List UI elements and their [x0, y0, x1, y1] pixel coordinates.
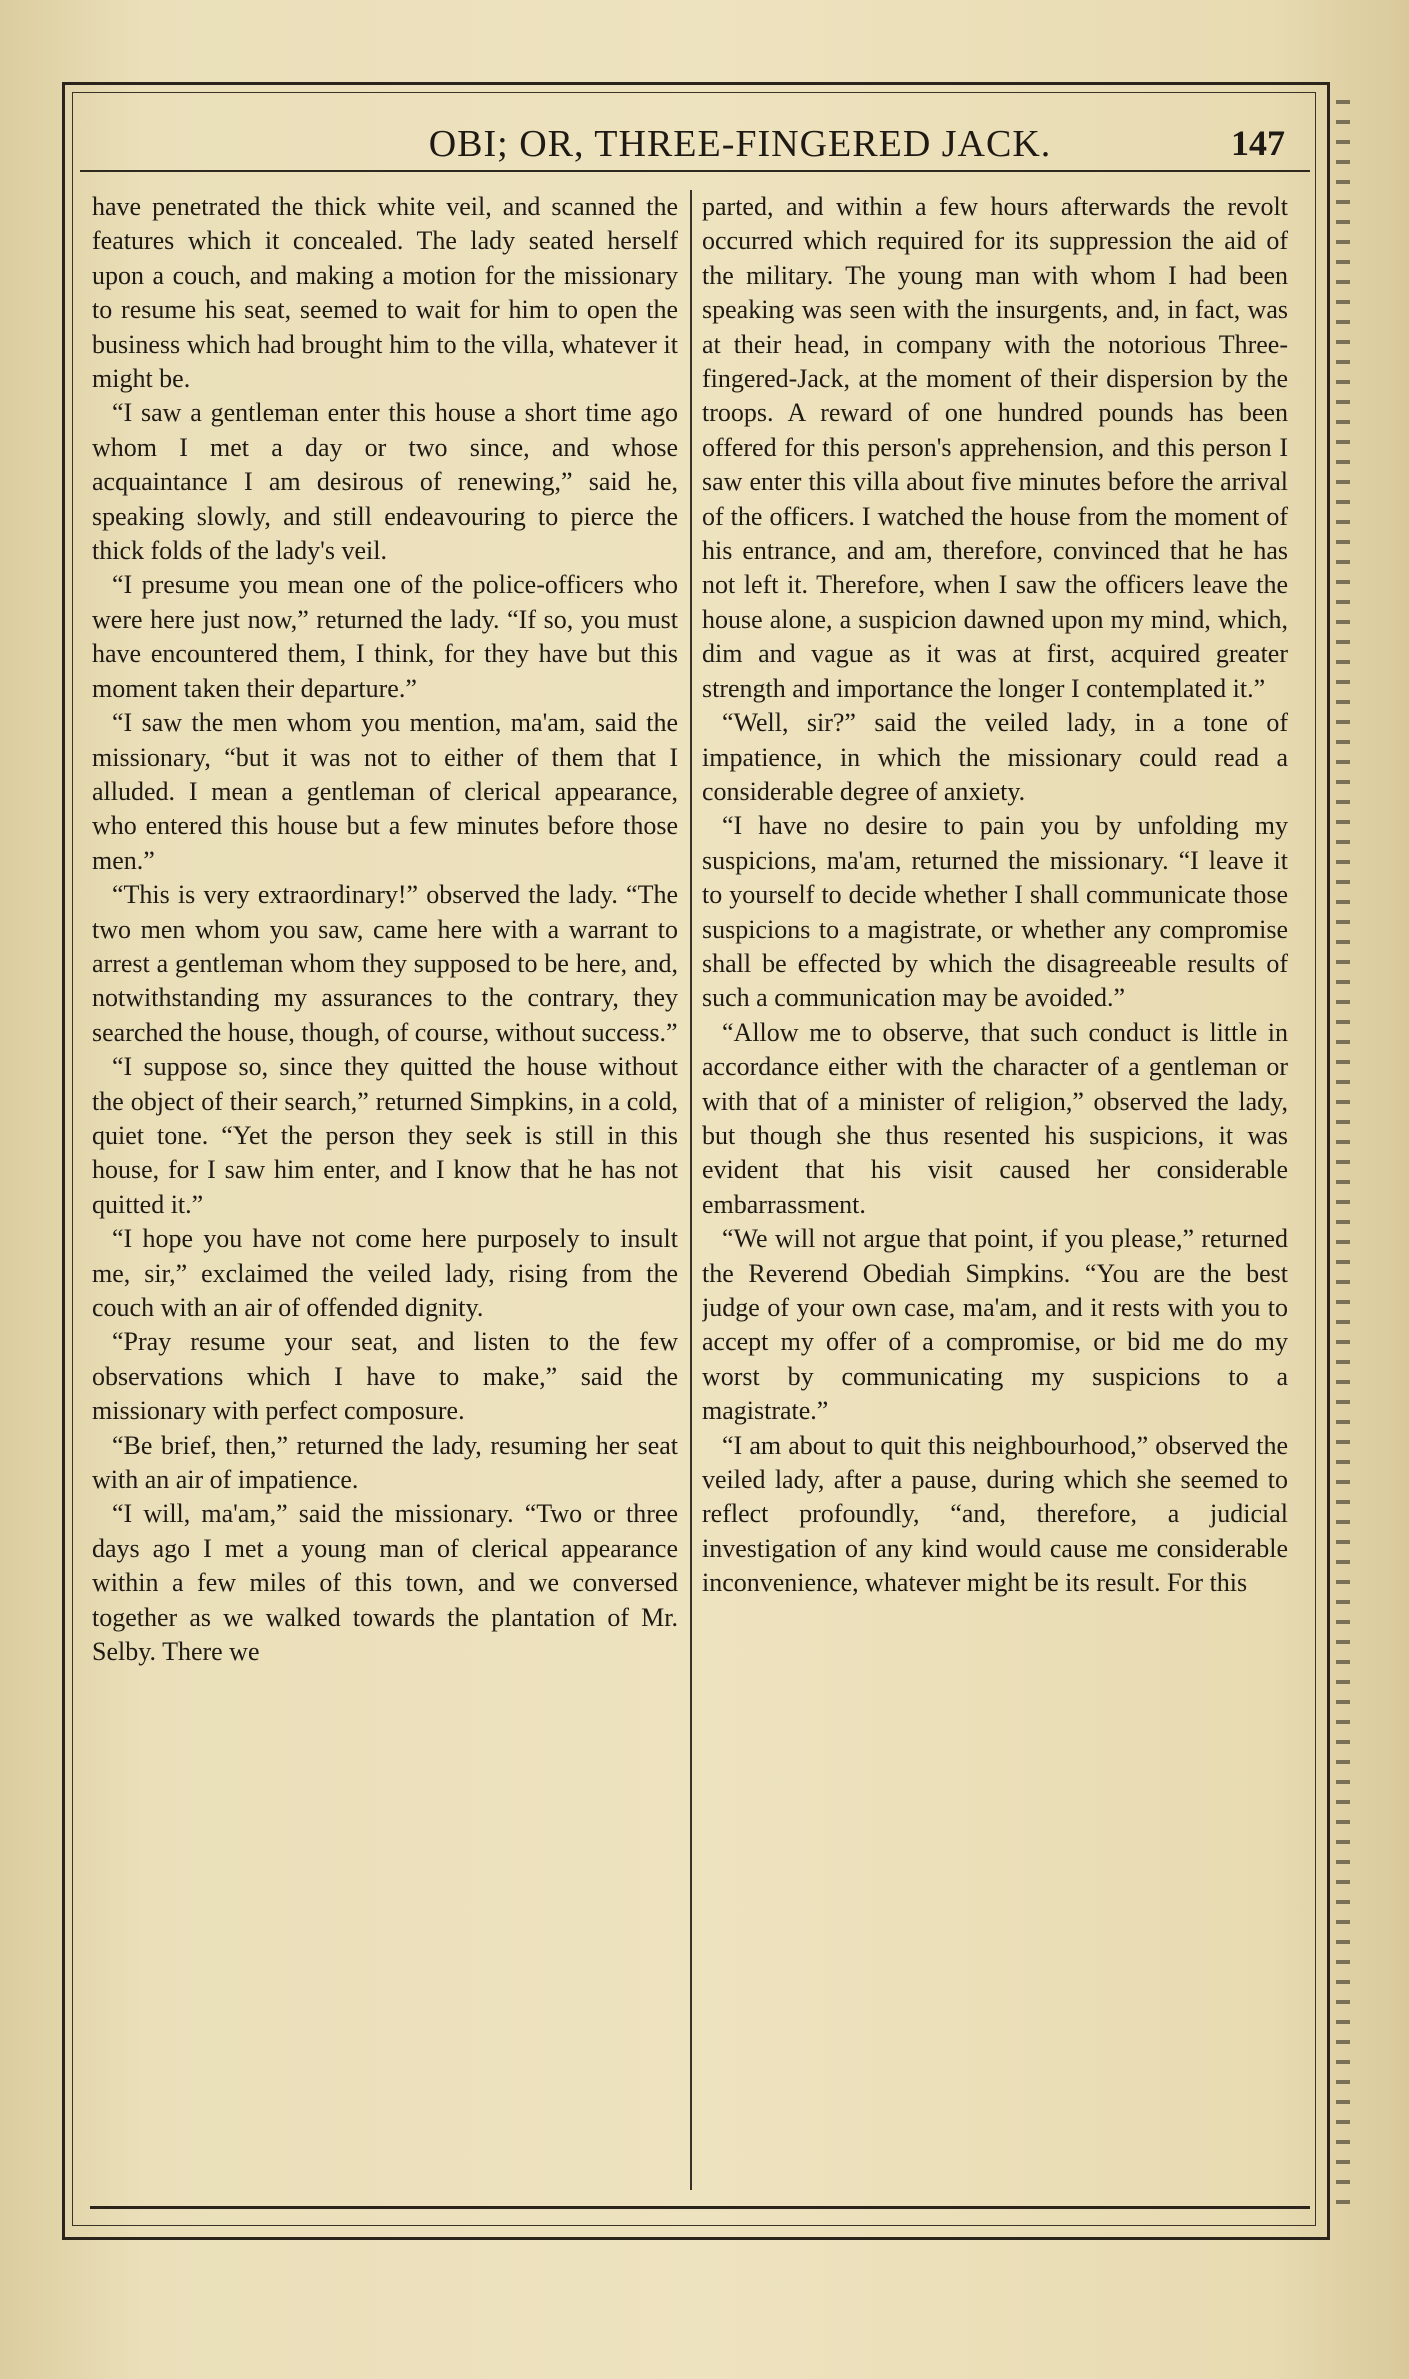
right-paragraph-4: “Allow me to observe, that such conduct is little in accordance either with the character of a gentleman or with that of a minister of religion,” observed the lady, but though she thus resented his suspicions, it was evident that his visit caused her considerable embarrassment.	[702, 1017, 1288, 1219]
left-paragraph-6: “I suppose so, since they quitted the house without the object of their search,” returned Simpkins, in a cold, quiet tone. “Yet the person they seek is still in this house, for I saw him enter, and I know that he has not quitted it.”	[92, 1052, 678, 1219]
left-paragraph-5: “This is very extraordinary!” observed the lady. “The two men whom you saw, came here with a warrant to arrest a gentleman whom they supposed to be here, and, notwithstanding my assurances to the contrary, they searched the house, though, of course, without success.”	[92, 880, 678, 1047]
page-number: 147	[1231, 123, 1285, 163]
left-paragraph-2: “I saw a gentleman enter this house a short time ago whom I met a day or two since, and whose acquaintance I am desirous of renewing,” said he, speaking slowly, and still endeavouring to pierce the thick folds of the lady's veil.	[92, 398, 678, 566]
right-paragraph-5: “We will not argue that point, if you please,” returned the Reverend Obediah Simpkins. “You are the best judge of your own case, ma'am, and it rests with you to accept my offer of a compromise, or bid me do my worst by communicating my suspicions to a magistrate.”	[702, 1224, 1288, 1426]
footer-rule	[90, 2206, 1310, 2209]
right-paragraph-3: “I have no desire to pain you by unfolding my suspicions, ma'am, returned the missionary. “I leave it to yourself to decide whether I shall communicate those suspicions to a magistrate, or whether any compromise shall be effected by which the disagreeable results of such a communication may be avoided.”	[702, 811, 1288, 1013]
left-paragraph-1: have penetrated the thick white veil, and scanned the features which it concealed. The lady seated herself upon a couch, and making a motion for the missionary to resume his seat, seemed to wait for him to open the business which had brought him to the villa, whatever it might be.	[92, 192, 678, 394]
left-column	[92, 190, 678, 2190]
right-paragraph-2: “Well, sir?” said the veiled lady, in a tone of impatience, in which the missionary could read a considerable degree of anxiety.	[702, 708, 1288, 806]
right-paragraph-6: “I am about to quit this neighbourhood,” observed the veiled lady, after a pause, during which she seemed to reflect profoundly, “and, therefore, a judicial investigation of any kind would cause me considerable inconvenience, whatever might be its result. For this	[702, 1430, 1288, 1598]
left-paragraph-9: “Be brief, then,” returned the lady, resuming her seat with an air of impatience.	[92, 1430, 678, 1495]
left-paragraph-10: “I will, ma'am,” said the missionary. “Two or three days ago I met a young man of clerical appearance within a few miles of this town, and we conversed together as we walked towards the plantation of Mr. Selby. There we	[92, 1499, 678, 1667]
right-column	[702, 190, 1288, 2190]
page-header	[80, 110, 1310, 172]
left-paragraph-4: “I saw the men whom you mention, ma'am, said the missionary, “but it was not to either of them that I alluded. I mean a gentleman of clerical appearance, who entered this house but a few minutes before those men.”	[92, 708, 678, 875]
column-divider	[690, 190, 692, 2190]
left-paragraph-3: “I presume you mean one of the police-officers who were here just now,” returned the lady. “If so, you must have encountered them, I think, for they have but this moment taken their departure.”	[92, 570, 678, 703]
left-paragraph-7: “I hope you have not come here purposely to insult me, sir,” exclaimed the veiled lady, rising from the couch with an air of offended dignity.	[92, 1224, 678, 1322]
right-paragraph-1: parted, and within a few hours afterwards the revolt occurred which required for its suppression the aid of the military. The young man with whom I had been speaking was seen with the insurgents, and, in fact, was at their head, in company with the notorious Three-fingered-Jack, at the moment of their dispersion by the troops. A reward of one hundred pounds has been offered for this person's apprehension, and this person I saw enter this villa about five minutes before the arrival of the officers. I watched the house from the moment of his entrance, and am, therefore, convinced that he has not left it. Therefore, when I saw the officers leave the house alone, a suspicion dawned upon my mind, which, dim and vague as it was at first, acquired greater strength and importance the longer I contemplated it.”	[702, 192, 1288, 703]
page-edge-marks	[1336, 100, 1350, 2220]
running-head: OBI; OR, THREE-FINGERED JACK.	[428, 123, 1052, 165]
left-paragraph-8: “Pray resume your seat, and listen to the few observations which I have to make,” said the missionary with perfect composure.	[92, 1327, 678, 1426]
